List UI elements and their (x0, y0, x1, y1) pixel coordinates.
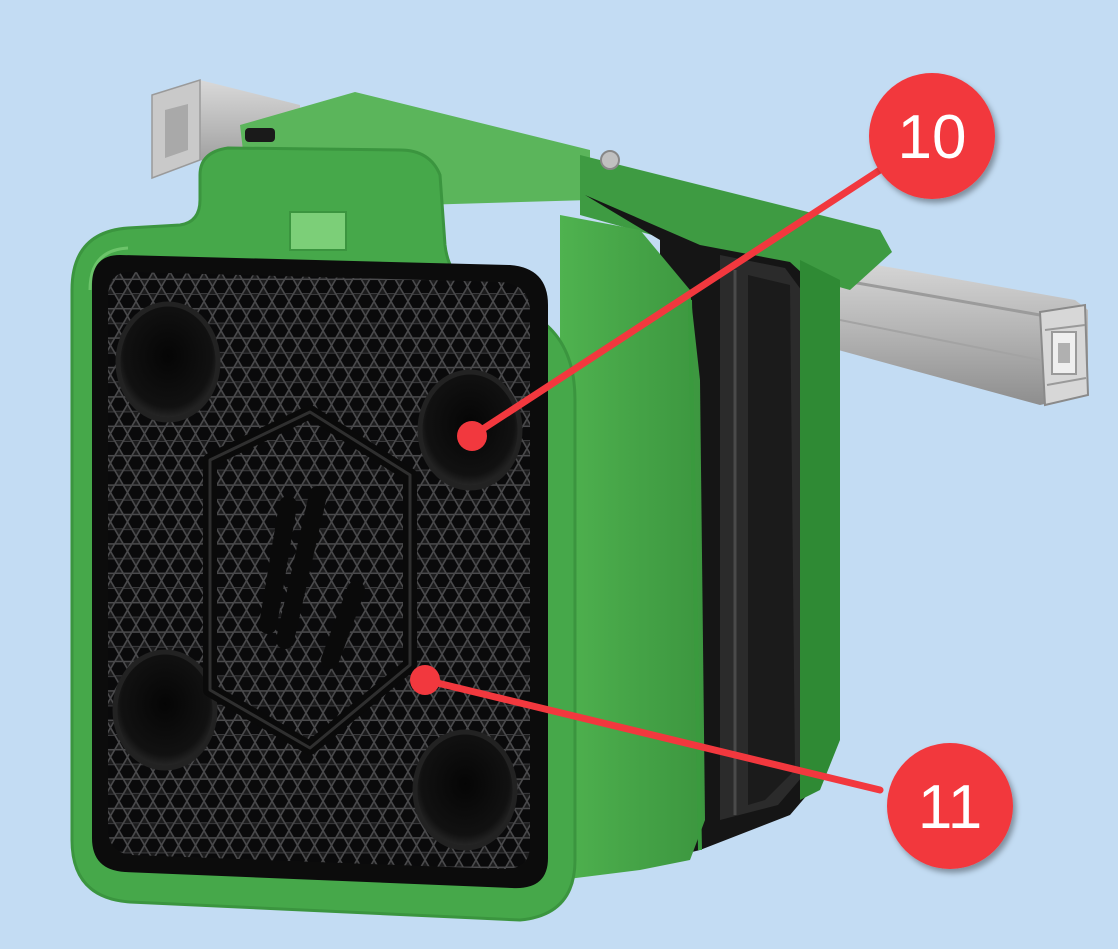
callout-10-anchor (457, 421, 487, 451)
screw-hole-bottom-left (115, 652, 215, 768)
extrusion-end-profile (1040, 305, 1088, 405)
callout-10-label: 10 (897, 103, 967, 172)
screw-hole-top-left (118, 304, 218, 420)
screw-hole-bottom-right (415, 732, 515, 848)
callout-11-anchor (410, 665, 440, 695)
callout-11-label: 11 (917, 773, 983, 842)
